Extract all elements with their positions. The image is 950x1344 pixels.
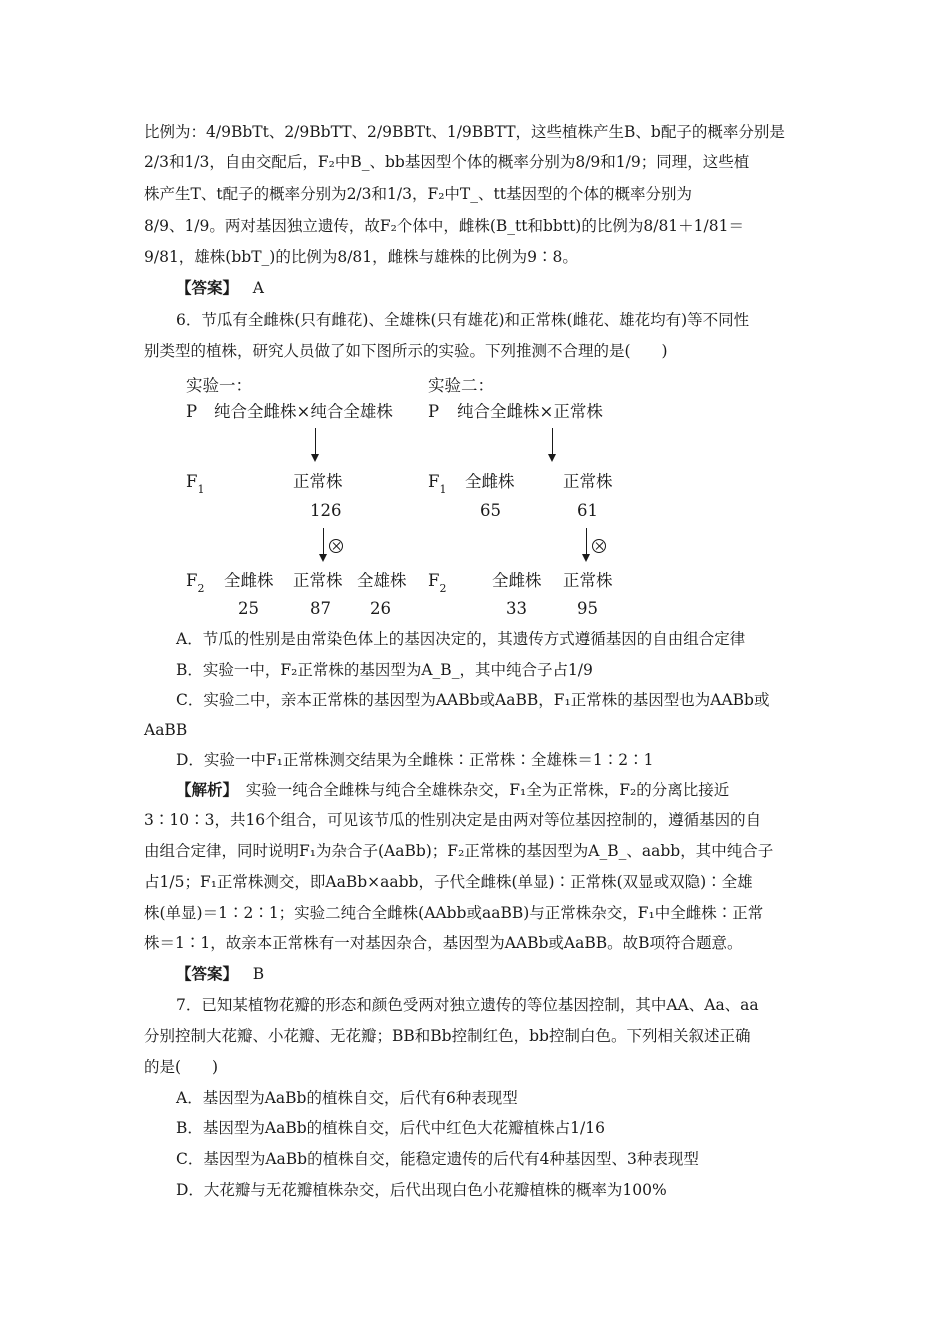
exp2-f1-count: 65 [480,501,501,520]
exp2-f1-phenotype: 全雌株 [465,472,515,491]
text-line: 9/81，雄株(bbT_)的比例为8/81，雌株与雄株的比例为9∶8。 [144,248,578,266]
exp1-f2-phenotype: 全雌株 [224,571,274,590]
exp2-f2-count: 33 [506,599,527,618]
selfing-symbol [329,539,343,553]
exp1-f2-phenotype: 正常株 [293,571,343,590]
answer-label: 【答案】 [176,964,239,983]
question-stem: 6．节瓜有全雌株(只有雌花)、全雄株(只有雄花)和正常株(雌花、雄花均有)等不同性 [176,311,750,329]
exp2-f1-label: $F_1$ [428,472,447,496]
exp2-title: 实验二： [428,376,494,395]
exp2-cross: 纯合全雌株×正常株 [457,402,603,421]
exp1-f2-count: 25 [238,599,259,618]
analysis-line: 株(单显)＝1∶2∶1；实验二纯合全雌株(AAbb或aaBB)与正常株杂交，F₁中全雌株∶正常 [144,904,764,922]
exp1-cross: 纯合全雌株×纯合全雄株 [214,402,393,421]
exp1-f2-count: 87 [310,599,331,618]
down-arrow [552,428,553,460]
down-arrow [586,528,587,560]
exp1-f2-label: $F_2$ [186,571,205,595]
down-arrow [323,528,324,560]
exp1-title: 实验一： [186,376,252,395]
answer-value: A [252,279,264,297]
answer-label: 【答案】 [176,278,239,297]
option-d: D．大花瓣与无花瓣植株杂交，后代出现白色小花瓣植株的概率为100% [176,1181,667,1199]
answer-value: B [252,965,265,983]
question-stem: 7．已知某植物花瓣的形态和颜色受两对独立遗传的等位基因控制，其中AA、Aa、aa [176,996,759,1014]
option-c: C．实验二中，亲本正常株的基因型为AABb或AaBB，F₁正常株的基因型也为AABb或 [176,691,770,709]
exp2-f2-label: $F_2$ [428,571,447,595]
text-line: 8/9、1/9。两对基因独立遗传，故F₂个体中，雌株(B_tt和bbtt)的比例为8/81＋1/81＝ [144,217,744,235]
option-b: B．实验一中，F₂正常株的基因型为A_B_，其中纯合子占1/9 [176,661,593,679]
exp2-f1-count: 61 [577,501,598,520]
option-a: A．基因型为AaBb的植株自交，后代有6种表现型 [176,1089,518,1107]
exp1-f1-count: 126 [310,501,342,520]
exp1-f2-phenotype: 全雄株 [357,571,407,590]
text-line: 2/3和1/3，自由交配后，F₂中B_、bb基因型个体的概率分别为8/9和1/9；同理，这些植 [144,153,750,171]
question-stem: 分别控制大花瓣、小花瓣、无花瓣；BB和Bb控制红色，bb控制白色。下列相关叙述正确 [144,1027,751,1045]
exp2-f2-phenotype: 全雌株 [492,571,542,590]
option-c-cont: AaBB [144,721,188,739]
option-b: B．基因型为AaBb的植株自交，后代中红色大花瓣植株占1/16 [176,1119,605,1137]
exp2-f2-count: 95 [577,599,598,618]
question-stem: 的是( ) [144,1058,219,1076]
down-arrow [315,428,316,460]
analysis-label: 【解析】 [176,780,231,799]
question-stem: 别类型的植株，研究人员做了如下图所示的实验。下列推测不合理的是( ) [144,342,668,360]
analysis-line: 株＝1∶1，故亲本正常株有一对基因杂合，基因型为AABb或AaBB。故B项符合题意。 [144,934,743,952]
exp1-f1-label: $F_1$ [186,472,205,496]
answer-line [176,964,264,984]
analysis-line: 【解析】 实验一纯合全雌株与纯合全雄株杂交，F₁全为正常株，F₂的分离比接近 [176,780,730,799]
answer-line [176,278,264,298]
text-line: 株产生T、t配子的概率分别为2/3和1/3，F₂中T_、tt基因型的个体的概率分别为 [144,185,692,203]
text-line: 比例为：4/9BbTt、2/9BbTT、2/9BBTt、1/9BBTT，这些植株产生B、b配子的概率分别是 [144,123,785,141]
exp2-f1-phenotype: 正常株 [563,472,613,491]
exp1-p-label: P [186,402,198,421]
option-a: A．节瓜的性别是由常染色体上的基因决定的，其遗传方式遵循基因的自由组合定律 [176,630,746,648]
analysis-line: 占1/5；F₁正常株测交，即AaBb×aabb，子代全雌株(单显)∶正常株(双显或双隐)∶全雄 [144,873,753,891]
selfing-symbol [592,539,606,553]
exp2-f2-phenotype: 正常株 [563,571,613,590]
option-c: C．基因型为AaBb的植株自交，能稳定遗传的后代有4种基因型、3种表现型 [176,1150,699,1168]
exp2-p-label: P [428,402,440,421]
analysis-line: 3∶10∶3，共16个组合，可见该节瓜的性别决定是由两对等位基因控制的，遵循基因的自 [144,811,762,829]
option-d: D．实验一中F₁正常株测交结果为全雌株∶正常株∶全雄株＝1∶2∶1 [176,751,654,769]
exp1-f1-phenotype: 正常株 [293,472,343,491]
analysis-line: 由组合定律，同时说明F₁为杂合子(AaBb)；F₂正常株的基因型为A_B_、aabb，其中纯合子 [144,842,774,860]
exp1-f2-count: 26 [370,599,391,618]
